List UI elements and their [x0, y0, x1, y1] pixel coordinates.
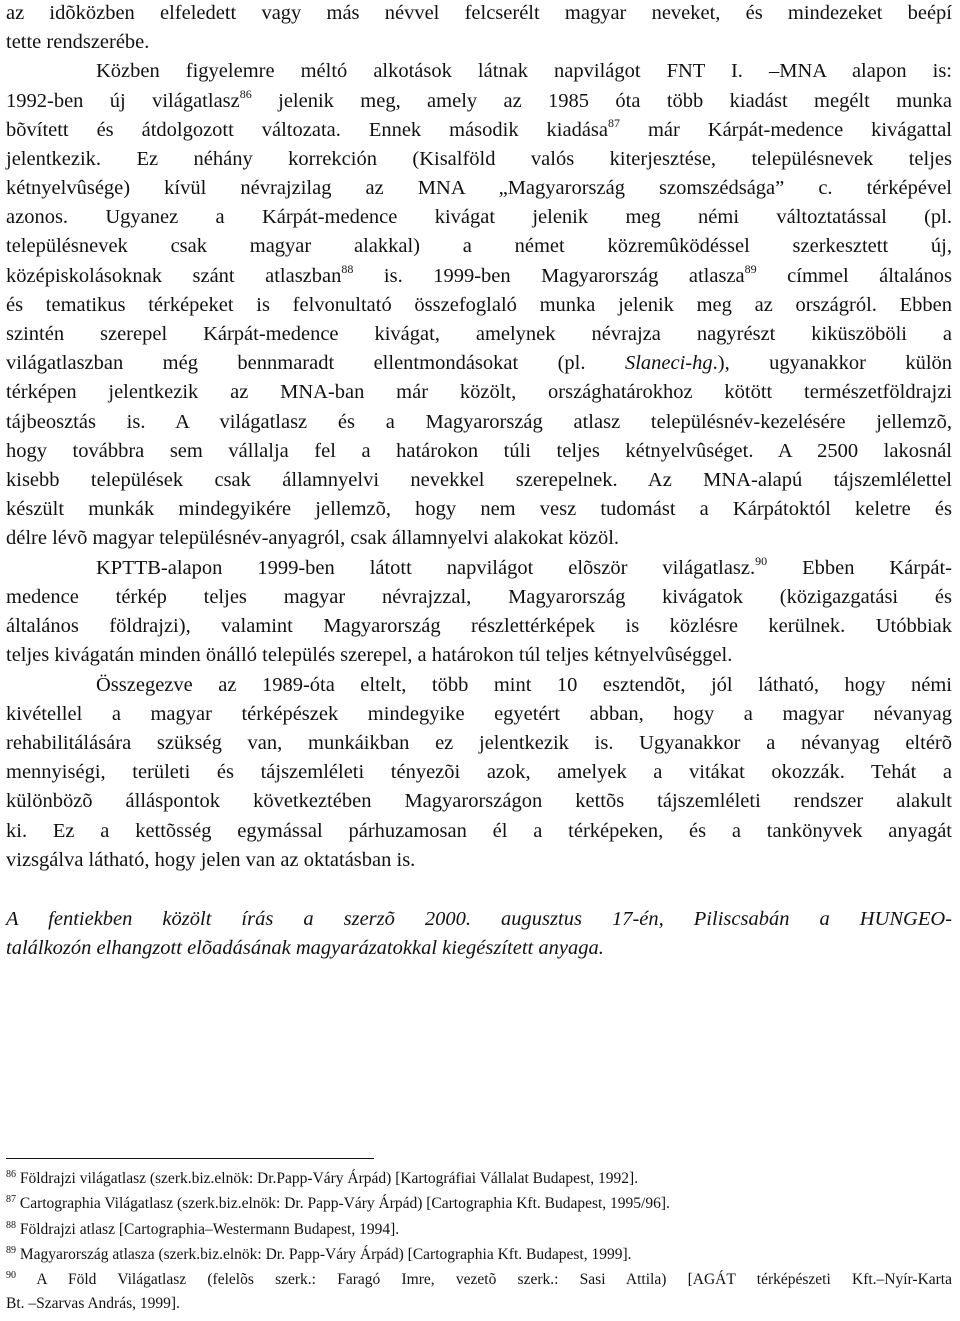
footnote [6, 1221, 952, 1239]
body-line [6, 88, 952, 114]
footnote-number: 89 [6, 1245, 16, 1256]
footnote-ref[interactable]: 87 [608, 116, 621, 130]
body-line: teljes kivágatán minden önálló település szerepel, a határokon túl teljes kétnyelvûséggel. [6, 644, 733, 666]
body-text: KPTTB-alapon 1999-ben látott napvilágot elõször világatlasz. [96, 557, 756, 579]
body-line: mennyiségi, területi és tájszemléleti tényezõi azok, amelyek a vitákat okozzák. Tehát a [6, 761, 952, 783]
body-text: .), ugyanakkor külön [712, 352, 953, 374]
footnote-ref[interactable]: 89 [744, 262, 757, 276]
footnote [6, 1246, 952, 1264]
footnote [6, 1271, 952, 1289]
body-line: az idõközben elfeledett vagy más névvel felcserélt magyar neveket, és mindezeket beépí [6, 2, 952, 24]
body-line: és tematikus térképeket is felvonultató összefoglaló munka jelenik meg az országról. Ebben [6, 294, 952, 316]
footnote-text: Földrajzi atlasz [Cartographia–Westermann Budapest, 1994]. [19, 1221, 400, 1238]
body-line: szintén szerepel Kárpát-medence kivágat, amelynek névrajza nagyrészt kiküszöböli a [6, 323, 952, 345]
body-line: azonos. Ugyanez a Kárpát-medence kivágat jelenik meg némi változtatással (pl. [6, 206, 952, 228]
footnote [6, 1170, 952, 1188]
footnote-text: A Föld Világatlasz (felelõs szerk.: Faragó Imre, vezetõ szerk.: Sasi Attila) [AGÁT térképészeti Kft.–Nyír-Karta [36, 1271, 952, 1288]
footnote-ref[interactable]: 88 [341, 262, 354, 276]
body-line: rehabilitálására szükség van, munkáikban ez jelentkezik is. Ugyanakkor a névanyag eltérõ [6, 732, 952, 754]
body-text: 1992-ben új világatlasz [6, 90, 240, 112]
body-line [6, 350, 952, 376]
body-line: különbözõ álláspontok következtében Magyarországon kettõs tájszemléleti rendszer alakult [6, 790, 952, 812]
footnote-number: 87 [6, 1194, 16, 1205]
body-line: tette rendszerébe. [6, 31, 150, 53]
body-line [6, 117, 952, 143]
italic-example: Slaneci-hg [624, 352, 713, 374]
body-line: ki. Ez a kettõsség egymással párhuzamosan él a térképeken, és a tankönyvek anyagát [6, 820, 952, 842]
footnote-text: Cartographia Világatlasz (szerk.biz.elnök: Dr. Papp-Váry Árpád) [Cartographia Kft. Budapest, 1995/96]. [19, 1195, 670, 1212]
footnote-number: 86 [6, 1169, 16, 1180]
footnote-text: Magyarország atlasza (szerk.biz.elnök: Dr. Papp-Váry Árpád) [Cartographia Kft. Budapest, 1999]. [19, 1246, 632, 1263]
footnote-text: Földrajzi világatlasz (szerk.biz.elnök: Dr.Papp-Váry Árpád) [Kartográfiai Vállalat Budapest, 1992]. [19, 1170, 639, 1187]
body-line: Összegezve az 1989-óta eltelt, több mint 10 esztendõt, jól látható, hogy némi [96, 674, 952, 696]
body-text: jelenik meg, amely az 1985 óta több kiadást megélt munka [278, 90, 952, 112]
body-line: jelentkezik. Ez néhány korrekción (Kisalföld valós kiterjesztése, településnevek teljes [6, 148, 952, 170]
body-text: bõvített és átdolgozott változata. Ennek második kiadása [6, 119, 609, 141]
body-line: Közben figyelemre méltó alkotások látnak napvilágot FNT I. –MNA alapon is: [96, 60, 952, 82]
body-line: tájbeosztás is. A világatlasz és a Magyarország atlasz településnév-kezelésére jellemzõ, [6, 411, 952, 433]
body-line [6, 263, 952, 289]
footnote-ref[interactable]: 86 [239, 87, 252, 101]
footnote-continuation [6, 1295, 952, 1313]
body-line: vizsgálva látható, hogy jelen van az oktatásban is. [6, 849, 416, 871]
footnote-number: 88 [6, 1220, 16, 1231]
body-line [6, 555, 952, 581]
body-line: általános földrajzi), valamint Magyarország részlettérképek is közlésre kerülnek. Utóbbiak [6, 615, 952, 637]
footnote-number: 90 [6, 1270, 16, 1281]
body-text: már Kárpát-medence kivágattal [620, 119, 952, 141]
body-line: térképen jelentkezik az MNA-ban már közölt, országhatárokhoz kötött természetföldrajzi [6, 381, 952, 403]
body-line: kétnyelvûsége) kívül névrajzilag az MNA „Magyarország szomszédsága” c. térképével [6, 177, 952, 199]
footnote-ref[interactable]: 90 [755, 554, 768, 568]
body-line: medence térkép teljes magyar névrajzzal, Magyarország kivágatok (közigazgatási és [6, 586, 952, 608]
body-line: délre lévõ magyar településnév-anyagról, csak államnyelvi alakokat közöl. [6, 527, 620, 549]
body-text: világatlaszban még bennmaradt ellentmondásokat (pl. [6, 352, 586, 374]
body-text: Ebben Kárpát- [767, 557, 952, 579]
body-line: készült munkák mindegyikére jellemzõ, hogy nem vesz tudomást a Kárpátoktól keletre és [6, 498, 952, 520]
body-text: is. 1999-ben Magyarország atlasza [353, 265, 745, 287]
closing-note-line: A fentiekben közölt írás a szerzõ 2000. augusztus 17-én, Piliscsabán a HUNGEO- [6, 908, 952, 930]
body-text: címmel általános [756, 265, 953, 287]
footnote-text: Bt. –Szarvas András, 1999]. [6, 1295, 180, 1312]
closing-note-line: találkozón elhangzott elõadásának magyarázatokkal kiegészített anyaga. [6, 937, 604, 959]
body-line: településnevek csak magyar alakkal) a német közremûködéssel szerkesztett új, [6, 235, 952, 257]
body-text: középiskolásoknak szánt atlaszban [6, 265, 342, 287]
footnote [6, 1195, 952, 1213]
footnote-separator [6, 1158, 374, 1159]
body-line: hogy továbbra sem vállalja fel a határokon túli teljes kétnyelvûséget. A 2500 lakosnál [6, 440, 952, 462]
body-line: kisebb települések csak államnyelvi nevekkel szerepelnek. Az MNA-alapú tájszemlélettel [6, 469, 952, 491]
body-line: kivétellel a magyar térképészek mindegyike egyetért abban, hogy a magyar névanyag [6, 703, 952, 725]
